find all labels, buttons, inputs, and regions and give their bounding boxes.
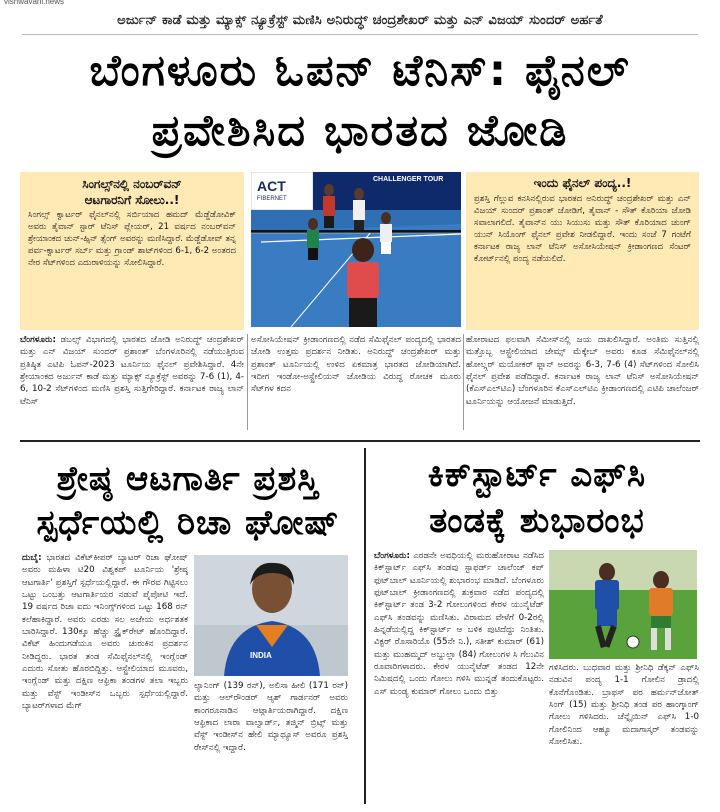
section-rule <box>20 440 700 442</box>
richa-headline-2: ಸ್ಪರ್ಧೆಯಲ್ಲಿ ರಿಚಾ ಘೋಷ್ <box>36 503 340 543</box>
kickstart-left-column <box>374 550 544 806</box>
richa-headline-1: ಶ್ರೇಷ್ಠ ಆಟಗಾರ್ತಿ ಪ್ರಶಸ್ತಿ <box>56 459 320 499</box>
challenger-banner-text: CHALLENGER TOUR <box>373 176 444 183</box>
tennis-right-column <box>466 334 699 432</box>
tennis-dateline: ಬೆಂಗಳೂರು: <box>20 335 56 345</box>
tennis-mid-column <box>251 334 461 432</box>
football-illustration <box>549 550 697 659</box>
singles-title-1: ಸಿಂಗಲ್ಸ್‌ನಲ್ಲಿ ನಂಬರ್‌ವನ್ <box>82 177 182 191</box>
richa-right-column <box>194 680 348 806</box>
headline-line-1: ಬೆಂಗಳೂರು ಓಪನ್ ಟೆನಿಸ್: ಫೈನಲ್ <box>89 46 631 96</box>
kickstart-dateline: ಬೆಂಗಳೂರು: <box>374 551 410 561</box>
kicker-rule <box>22 34 698 35</box>
tennis-left-column <box>20 334 244 432</box>
tennis-mid-body: ಅಸೋಸಿಯೇಷನ್ ಕ್ರೀಡಾಂಗಣದಲ್ಲಿ ನಡೆದ ಸೆಮಿಫೈನಲ್ ಪಂದ್ಯದಲ್ಲಿ ಭಾರತದ ಜೋಡಿ ಉತ್ತಮ ಪ್ರದರ್ಶನ ನೀಡಿತು. ಅನಿರುದ್ಧ್ ಚಂದ್ರಶೇಖರ್ ಮತ್ತು ಪ್ರಶಾಂತ್ ಟೂರ್ನಿಯಲ್ಲಿ ಉಳಿದ ಏಕಮಾತ್ರ ಭಾರತದ ಜೋಡಿಯಾಗಿದೆ. ಇದೀಗ ಇಂಡೋ-ಅಸ್ಟ್ರೇಲಿಯನ್ ಜೋಡಿಯ ವಿರುದ್ಧ ರೋಚಕ ಮೂರು ಸೆಟ್‌ಗಳ ಕದನ <box>251 335 461 395</box>
final-box-body: ಪ್ರಶಸ್ತಿ ಗೆಲ್ಲುವ ಕನಸಿನಲ್ಲಿರುವ ಭಾರತದ ಅನಿರುದ್ಧ್ ಚಂದ್ರಶೇಖರ್ ಮತ್ತು ಎನ್ ವಿಜಯ್ ಸುಂದರ್ ಪ್ರಶಾಂತ್ ಜೋಡಿಗೆ, ತೈವಾನ್ - ಸೌತ್ ಕೊರಿಯಾ ಜೋಡಿ ಸವಾಲಾಗಲಿದೆ. ತೈವಾನ್‌ನ ಯು ಸಿಯುಸು ಮತ್ತು ಸೌತ್ ಕೊರಿಯಾದ ಚುಂಗ್ ಯುನ್ ಸಿಯೊಂಗ್ ಫೈನಲ್ ಪ್ರವೇಶ ನೀಡಲಿದ್ದಾರೆ. ಇಂದು ಸಂಜೆ 7 ಗಂಟೆಗೆ ಕರ್ನಾಟಕ ರಾಜ್ಯ ಲಾನ್ ಟೆನಿಸ್ ಅಸೋಸಿಯೇಷನ್ ಕ್ರೀಡಾಂಗಣದ ಸೆಂಟರ್ ಕೋರ್ಟ್‌ನಲ್ಲಿ ಪಂದ್ಯ ನಡೆಯಲಿದೆ. <box>474 194 691 265</box>
kickstart-headline-2: ತಂಡಕ್ಕೆ ಶುಭಾರಂಭ <box>429 501 645 541</box>
singles-box-title <box>20 176 244 208</box>
masthead <box>0 0 720 9</box>
football-photo <box>549 550 697 659</box>
singles-box-body: ಸಿಂಗಲ್ಸ್ ಕ್ವಾರ್ಟರ್ ಫೈನಲ್‌ನಲ್ಲಿ ಸರ್ಬಿಯಾದ ಹಮದ್ ಮೆಡ್ಜೆಡೋವಿಕ್ ಅವರು ತೈವಾನ್ ಸ್ಟಾರ್ ಟೆನಿಸ್ ಪ್ಲೇಯರ್, 21 ವರ್ಷದ ನಂಬರ್‌ವನ್ ಶ್ರೇಯಾಂಕದ ಚುನ್-ಹ್ಸಿನ್ ತ್ಸೆಂಗ್ ಅವರನ್ನು ಮಣಿಸಿದ್ದಾರೆ. ಮೆಡ್ಜೆಡೋವ್ ತನ್ನ ಪರ್ವ-ಕ್ವಾರ್ಟರ್ ಸರ್ಬ್ ಮತ್ತು ಗ್ರಾಂಡ್ ಶಾಟ್‌ಗಳಿಂದ 6-1, 6-2 ಅಂತರದ ನೇರ ಸೆಟ್‌ಗಳಿಂದ ಎದುರಾಳಿಯನ್ನು ಸೋಲಿಸಿದ್ದಾರೆ. <box>28 210 236 268</box>
final-box-title: ಇಂದು ಫೈನಲ್ ಪಂದ್ಯ..! <box>533 176 632 190</box>
headline-line-2: ಪ್ರವೇಶಿಸಿದ ಭಾರತದ ಜೋಡಿ <box>151 106 569 156</box>
jersey-text: INDIA <box>250 651 272 660</box>
kickstart-right-body: ಗಳಿಸಿದರು. ಬುಧವಾರ ಮತ್ತು ಶ್ರೀನಿಧಿ ಡೆಕ್ಕನ್ ಎಫ್‌ಸಿ ನಡುವಿನ ಪಂದ್ಯ 1-1 ಗೋಲಿನ ಡ್ರಾದಲ್ಲಿ ಕೊನೆಗೊಂಡಿತು. ಬ್ರಾಫಸ್ ಪರ ಹರ್ಮನ್‌ಜೋತ್ ಸಿಂಗ್ (15) ಮತ್ತು ಶ್ರೀನಿಧಿ ತಂಡ ಪರ ಹಾಂಗ್ಕಾಂಗ್ ಗೋಲು ಗಳಿಸಿದರು. ಚೆನ್ನೈಯಿನ್ ಎಫ್‌ಸಿ 1-0 ಗೋಲಿನಿಂದ ಆಹ್ಯೂ ಮದಾಗಾಸ್ಕರ್ ತಂಡವನ್ನು ಸೋಲಿಸಿತು. <box>549 663 699 748</box>
kickstart-right-column <box>549 662 699 806</box>
kicker: ಅರ್ಜುನ್ ಕಾಡೆ ಮತ್ತು ಮ್ಯಾಕ್ಸ್ ನ್ಯೂಕ್ರೆಸ್ಟ್ ಮಣಿಸಿ ಅನಿರುದ್ಧ್ ಚಂದ್ರಶೇಖರ್ ಮತ್ತು ಎನ್ ವಿಜಯ್ ಸುಂದರ್ ಅರ್ಹತೆ <box>117 13 603 28</box>
tennis-left-body: ಡಬಲ್ಸ್ ವಿಭಾಗದಲ್ಲಿ ಭಾರತದ ಜೋಡಿ ಅನಿರುದ್ಧ್ ಚಂದ್ರಶೇಖರ್ ಮತ್ತು ಎನ್ ವಿಜಯ್ ಸುಂದರ್ ಪ್ರಶಾಂತ್ ಬೆಂಗಳೂರಿನಲ್ಲಿ ನಡೆಯುತ್ತಿರುವ ಪ್ರತಿಷ್ಠಿತ ಎಟಿಪಿ ಓಪನ್-2023 ಟೂರ್ನಿಯ ಫೈನಲ್ ಪ್ರವೇಶಿಸಿದ್ದಾರೆ. 4ನೇ ಶ್ರೇಯಾಂಕದ ಅರ್ಜುನ್ ಕಾಡೆ ಮತ್ತು ಮ್ಯಾಕ್ಸ್ ನ್ಯೂಕ್ರೆಸ್ಟ್ ಅವರನ್ನು 7-6 (1), 4-6, 10-2 ಸೆಟ್‌ಗಳಿಂದ ಮಣಿಸಿ ಪ್ರಶಸ್ತಿ ಸುತ್ತಿಗೇರಿದ್ದಾರೆ. ಕರ್ನಾಟಕ ರಾಜ್ಯ ಲಾನ್ ಟೆನಿಸ್ <box>20 335 244 407</box>
tennis-photo <box>251 172 461 327</box>
richa-left-body: ಭಾರತದ ವಿಕೆಟ್‌ಕೀಪರ್ ಬ್ಯಾಟರ್ ರಿಚಾ ಘೋಷ್ ಅವರು ಮಹಿಳಾ ಟಿ20 ವಿಶ್ವಕಪ್ ಟೂರ್ನಿಯ 'ಶ್ರೇಷ್ಠ ಆಟಗಾರ್ತಿ' ಪ್ರಶಸ್ತಿಗೆ ಸ್ಪರ್ಧೆಯಲ್ಲಿದ್ದಾರೆ. ಈ ಗೌರವ ಗಿಟ್ಟಿಸಲು ಒಟ್ಟು ಒಂಬತ್ತು ಆಟಗಾರ್ತಿಯರ ನಡುವೆ ಪೈಪೋಟಿ ಇದೆ. 19 ವರ್ಷದ ರಿಚಾ ಐದು ಇನಿಂಗ್ಸ್‌ಗಳಿಂದ ಒಟ್ಟು 168 ರನ್ ಕಲೆಹಾಕಿದ್ದಾರೆ. ಅವರು ಎರಡು ಸಲ ಅಜೇಯ ಅರ್ಧಶತಕ ಬಾರಿಸಿದ್ದಾರೆ. 130ಕ್ಕೂ ಹೆಚ್ಚು ಸ್ಟ್ರೈಕ್‌ರೇಟ್ ಹೊಂದಿದ್ದಾರೆ. ವಿಕೆಟ್ ಹಿಂದುಗಡೆಯೂ ಅವರು ಚುರುಕಿನ ಪ್ರದರ್ಶನ ನೀಡಿದ್ದರು. ಭಾರತ ತಂಡ ಸೆಮಿಫೈನಲ್‌ನಲ್ಲಿ ಇಂಗ್ಲೆಂಡ್ ಎದುರು ಸೋತು ಹೊರಬಿದ್ದಿತ್ತು. ಆಸ್ಟ್ರೇಲಿಯಾದ ಮೂವರು, ಇಂಗ್ಲೆಂಡ್ ಮತ್ತು ದಕ್ಷಿಣ ಆಫ್ರಿಕಾ ತಂಡಗಳ ತಲಾ ಇಬ್ಬರು ಮತ್ತು ವೆಸ್ಟ್ ಇಂಡೀಸ್‌ನ ಒಬ್ಬರು ಸ್ಪರ್ಧೆಯಲ್ಲಿದ್ದಾರೆ. ಬ್ಯಾಟರ್‌ಗಳಾದ ಮೆಗ್ <box>22 553 188 712</box>
tennis-right-body: ಹೋರಾಟದ ಫಲವಾಗಿ ಸೆಮೀಸ್‌ನಲ್ಲಿ ಜಯ ದಾಖಲಿಸಿದ್ದಾರೆ. ಅಂತಿಮ ಸುತ್ತಿನಲ್ಲಿ ಮತ್ತೊಬ್ಬ ಆಸ್ಟ್ರೇಲಿಯಾದ ಜೇಮ್ಸ್ ಮೆಕ್ಕೇಬ್ ಅವರು ಕೂಡ ಸೆಮಿಫೈನಲ್‌ನಲ್ಲಿ ಹೋಲ್ಗ್ಗರ್ ಮಯೋಕರ್ ಫ್ಲಾನ್ ಅವರನ್ನು 6-3, 7-6 (4) ಸೆಟ್‌ಗಳಿಂದ ಸೋಲಿಸಿ ಫೈನಲ್ ಪ್ರವೇಶ ಪಡೆದಿದ್ದಾರೆ. ಕರ್ನಾಟಕ ರಾಜ್ಯ ಲಾನ್ ಟೆನಿಸ್ ಅಸೋಸಿಯೇಷನ್ (ಕೆಎಸ್‌ಎಲ್‌ಟಿಎ) ಬೆಂಗಳೂರಿನ ಕೆಎಸ್‌ಎಲ್‌ಟಿಎ ಕ್ರೀಡಾಂಗಣದಲ್ಲಿ ಎಟಿಪಿ ಚಾಲೆಂಜರ್ ಟೂರ್ನಿಯನ್ನು ಆಯೋಜನೆ ಮಾಡುತ್ತಿದೆ. <box>466 335 699 407</box>
section-divider <box>364 448 366 804</box>
kickstart-left-body: ಎರಡನೇ ಅವಧಿಯಲ್ಲಿ ಮರುಹೋರಾಟ ನಡೆಸಿದ ಕಿಕ್‌ಸ್ಟಾರ್ಟ್ ಎಫ್‌ಸಿ ತಂಡವು ಸ್ಟಾಫರ್ಡ್ ಚಾಲೆಂಜ್ ಕಪ್ ಫುಟ್‌ಬಾಲ್ ಟೂರ್ನಿಯಲ್ಲಿ ಶುಭಾರಂಭ ಮಾಡಿದೆ. ಬೆಂಗಳೂರು ಫುಟ್‌ಬಾಲ್ ಕ್ರೀಡಾಂಗಣದಲ್ಲಿ ಶುಕ್ರವಾರ ನಡೆದ ಪಂದ್ಯದಲ್ಲಿ ಕಿಕ್‌ಸ್ಟಾರ್ಟ್ ತಂಡ 3-2 ಗೋಲುಗಳಿಂದ ಕೇರಳ ಯುನೈಟೆಡ್ ಎಫ್‌ಸಿ ತಂಡವನ್ನು ಮಣಿಸಿತು. ವಿರಾಮದ ವೇಳೆಗೆ 0-2ರಲ್ಲಿ ಹಿನ್ನಡೆಯಲ್ಲಿದ್ದ ಕಿಕ್‌ಸ್ಟಾರ್ಟ್ ಆ ಬಳಿಕ ಪುಟಿದೆದ್ದು ನಿಂತಿತು. ವಿಕ್ಟರ್ ರೊಸಾರಿಯೊ (55ನೇ ನಿ.), ಸತೀಶ್ ಕುಮಾರ್ (61) ಮತ್ತು ಮುಹಮ್ಮದ್ ಅಬ್ದುಲ್ಲಾ (84) ಗೋಲುಗಳ ಸಿ ಗೆಲುವಿನ ರೂವಾರಿಗಳಾದರು. ಕೇರಳ ಯುನೈಟೆಡ್ ತಂಡದ 12ನೇ ನಿಮಿಷದಲ್ಲಿ ಒಂದು ಗೋಲು ಗಳಿಸಿ ಮುನ್ನಡೆ ತಂದುಕೊಟ್ಟರು. ಎಸ್‌ ಮಂಡ್ಯ ಕುಮಾರ್ ಗೋಲು ಒಂದು ಬಿತ್ತು <box>374 551 544 697</box>
singles-title-2: ಆಟಗಾರನಿಗೆ ಸೋಲು..! <box>84 193 180 208</box>
column-divider <box>247 334 248 430</box>
final-box <box>466 172 699 330</box>
site-name: vishwavani.news <box>4 0 65 6</box>
richa-left-column <box>22 552 188 806</box>
richa-dateline: ದುಬೈ: <box>22 553 42 563</box>
column-divider <box>463 334 464 430</box>
kickstart-headline-1: ಕಿಕ್‌ಸ್ಟಾರ್ಟ್ ಎಫ್‌ಸಿ <box>427 455 647 495</box>
fibernet-banner-text: FIBERNET <box>257 196 287 202</box>
richa-right-body: ಲ್ಯಾನಿಂಗ್ (139 ರನ್), ಅಲಿಸಾ ಹೀಲಿ (171 ರನ್) ಮತ್ತು ಆಲ್‌ರೌಂಡರ್ ಆ್ಯಶ್ ಗಾರ್ಡನರ್ ಅವರು ಕಾಂಗರೂನಾಡಿನ ಆಟ್ಗಾರ್ತಿಯರಾಗಿದ್ದಾರೆ. ದಕ್ಷಿಣ ಆಫ್ರಿಕಾದ ಲಾರಾ ವಾಲ್ವಾರ್ಡ್, ತಜ್ಮಿನ್ ಬ್ರಿಟ್ಸ್ ಮತ್ತು ವೆಸ್ಟ್ ಇಂಡೀಸ್‌ನ ಹೇಲಿ ಮ್ಯಾಥ್ಯೂಸ್ ಅವರೂ ಪ್ರಶಸ್ತಿ ರೇಸ್‌ನಲ್ಲಿ ಇದ್ದಾರೆ. <box>194 681 348 753</box>
singles-box <box>20 172 244 330</box>
richa-ghosh-photo <box>194 555 348 676</box>
act-banner-text: ACT <box>257 178 286 194</box>
